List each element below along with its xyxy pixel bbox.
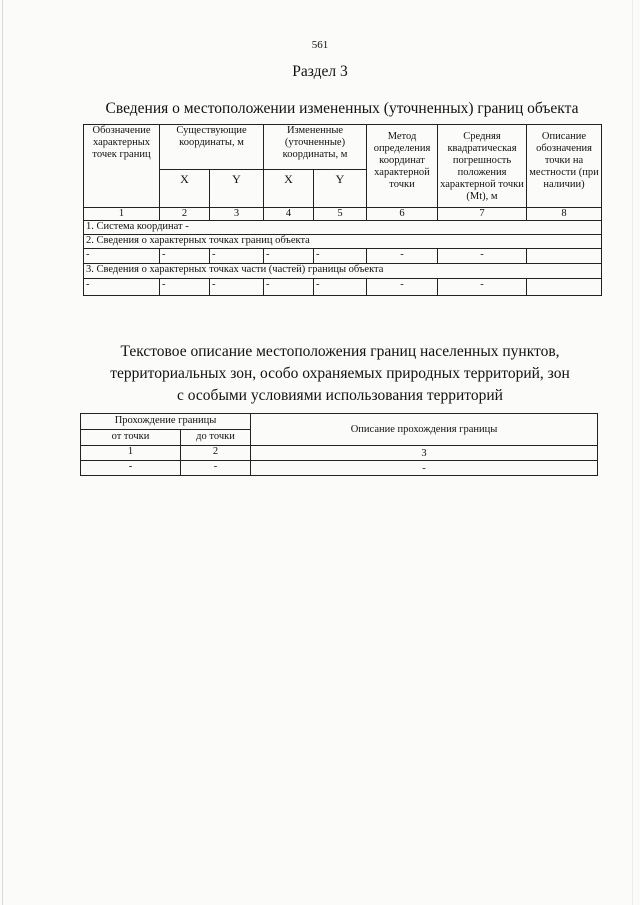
table1-title: Сведения о местоположении измененных (уточненных) границ объекта xyxy=(105,100,579,117)
header-error: Средняя квадратическая погрешность положения характерной точки (Mt), м xyxy=(438,125,527,208)
table-cell: - xyxy=(438,279,527,296)
section-boundary-points: 2. Сведения о характерных точках границ объекта xyxy=(84,235,602,249)
boundary-coordinates-table xyxy=(83,124,602,296)
column-number: 1 xyxy=(84,208,160,221)
column-number: 3 xyxy=(210,208,264,221)
table-cell: - xyxy=(264,279,314,296)
column-number: 5 xyxy=(314,208,367,221)
table2-title-line: Текстовое описание местоположения границ населенных пунктов, xyxy=(120,343,560,360)
header-y-existing: Y xyxy=(210,170,264,208)
table-cell: - xyxy=(81,461,181,476)
table-cell: - xyxy=(314,279,367,296)
header-description: Описание обозначения точки на местности (при наличии) xyxy=(527,125,602,208)
column-number: 4 xyxy=(264,208,314,221)
header-method: Метод определения координат характерной точки xyxy=(367,125,438,208)
table2-title-line: с особыми условиями использования территорий xyxy=(177,387,503,404)
scan-edge-right xyxy=(632,0,633,905)
table2-title xyxy=(80,341,600,407)
header-from-point: от точки xyxy=(81,430,181,446)
section-title: Раздел 3 xyxy=(292,63,348,80)
column-number: 2 xyxy=(160,208,210,221)
table2-title-line: территориальных зон, особо охраняемых природных территорий, зон xyxy=(110,365,570,382)
column-number: 1 xyxy=(81,446,181,461)
header-designation: Обозначение характерных точек границ xyxy=(84,125,160,208)
table-cell xyxy=(527,249,602,264)
table-cell: - xyxy=(181,461,251,476)
header-y-changed: Y xyxy=(314,170,367,208)
page-number: 561 xyxy=(311,39,329,51)
column-number: 7 xyxy=(438,208,527,221)
table-cell xyxy=(527,279,602,296)
column-number: 6 xyxy=(367,208,438,221)
header-existing-coordinates: Существующие координаты, м xyxy=(160,125,264,170)
section-coordinate-system: 1. Система координат - xyxy=(84,221,602,235)
table-cell: - xyxy=(160,279,210,296)
table-cell: - xyxy=(264,249,314,264)
boundary-description-table xyxy=(80,413,598,476)
header-changed-coordinates: Измененные (уточненные) координаты, м xyxy=(264,125,367,170)
table-cell: - xyxy=(438,249,527,264)
header-boundary-passage: Прохождение границы xyxy=(81,414,251,430)
table-cell: - xyxy=(210,279,264,296)
header-to-point: до точки xyxy=(181,430,251,446)
table-cell: - xyxy=(160,249,210,264)
table-cell: - xyxy=(251,461,598,476)
table-cell: - xyxy=(367,249,438,264)
header-x-existing: X xyxy=(160,170,210,208)
header-passage-description: Описание прохождения границы xyxy=(251,414,598,446)
scan-edge-left xyxy=(2,0,3,905)
header-x-changed: X xyxy=(264,170,314,208)
table-cell: - xyxy=(367,279,438,296)
table-cell: - xyxy=(84,249,160,264)
column-number: 2 xyxy=(181,446,251,461)
table-cell: - xyxy=(84,279,160,296)
column-number: 8 xyxy=(527,208,602,221)
column-number: 3 xyxy=(251,446,598,461)
table-cell: - xyxy=(314,249,367,264)
section-part-boundary-points: 3. Сведения о характерных точках части (частей) границы объекта xyxy=(84,264,602,279)
table-cell: - xyxy=(210,249,264,264)
